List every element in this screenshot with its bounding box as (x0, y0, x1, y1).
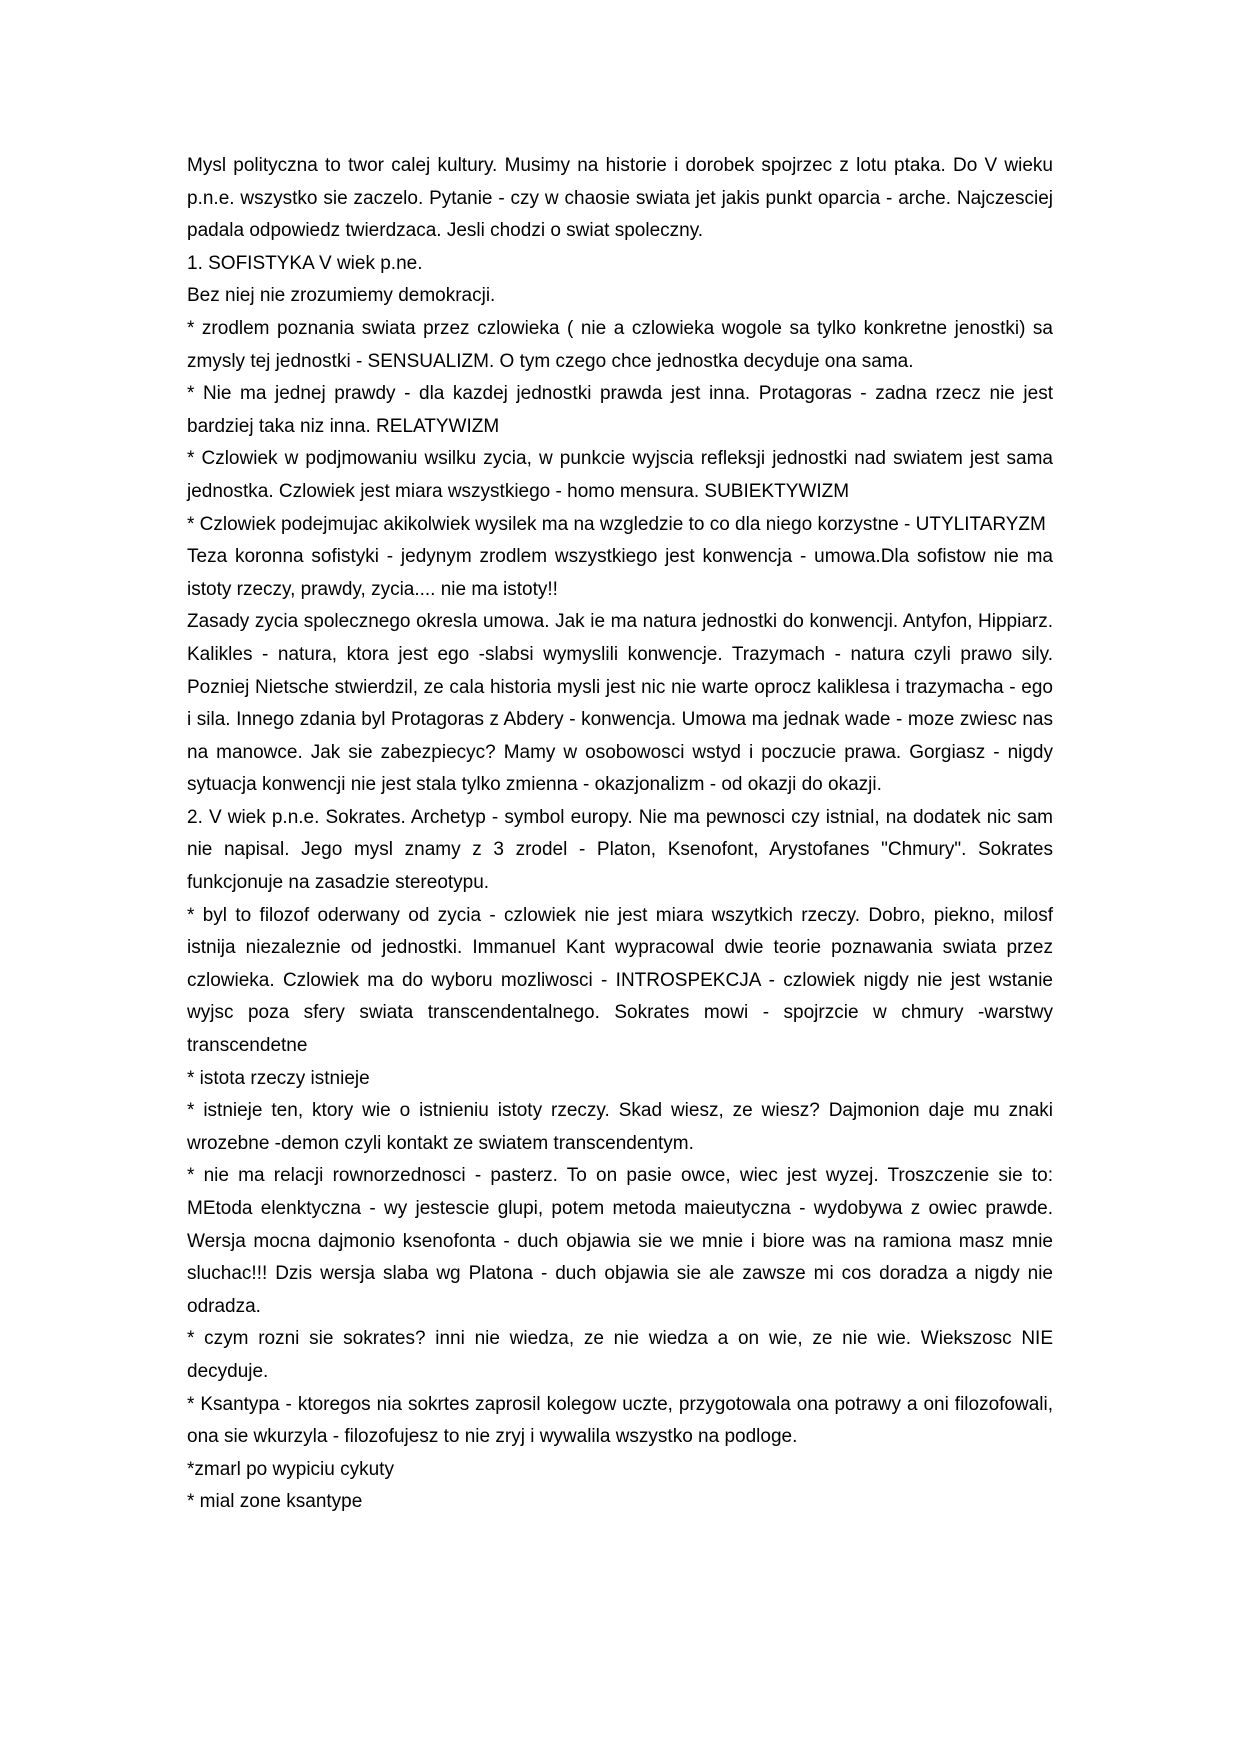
bullet-item: * byl to filozof oderwany od zycia - czlowiek nie jest miara wszytkich rzeczy. Dobro, piekno, milosf istnija niezaleznie od jednostki. Immanuel Kant wypracowal dwie teorie poznawania swiata przez czlowieka. Czlowiek ma do wyboru mozliwosci - INTROSPEKCJA - czlowiek nigdy nie jest wstanie wyjsc poza sfery swiata transcendentalnego. Sokrates mowi - spojrzcie w chmury -warstwy transcendetne (187, 904, 1053, 1057)
bullet-item: * Ksantypa - ktoregos nia sokrtes zaprosil kolegow uczte, przygotowala ona potrawy a oni filozofowali, ona sie wkurzyla - filozofujesz to nie zryj i wywalila wszystko na podloge. (187, 1393, 1053, 1448)
intro-paragraph: Mysl polityczna to twor calej kultury. Musimy na historie i dorobek spojrzec z lotu ptaka. Do V wieku p.n.e. wszystko sie zaczelo. Pytanie - czy w chaosie swiata jet jakis punkt oparcia - arche. Najczesciej padala odpowiedz twierdzaca. Jesli chodzi o swiat spoleczny. (187, 155, 1053, 242)
paragraph: Bez niej nie zrozumiemy demokracji. (187, 285, 496, 307)
bullet-item-subiektywizm: * Czlowiek w podjmowaniu wsilku zycia, w punkcie wyjscia refleksji jednostki nad swiatem jest sama jednostka. Czlowiek jest miara wszystkiego - homo mensura. SUBIEKTYWIZM (187, 448, 1053, 502)
document-page (187, 150, 1053, 1519)
bullet-item-utylitaryzm: * Czlowiek podejmujac akikolwiek wysilek ma na wzgledzie to co dla niego korzystne - UTYLITARYZM (187, 513, 1046, 535)
paragraph: Zasady zycia spolecznego okresla umowa. Jak ie ma natura jednostki do konwencji. Antyfon, Hippiarz. Kalikles - natura, ktora jest ego -slabsi wymyslili konwencje. Trazymach - natura czyli prawo sily. Pozniej Nietsche stwierdzil, ze cala historia mysli jest nic nie warte oprocz kaliklesa i trazymacha - ego i sila. Innego zdania byl Protagoras z Abdery - konwencja. Umowa ma jednak wade - moze zwiesc nas na manowce. Jak sie zabezpiecyc? Mamy w osobowosci wstyd i poczucie prawa. Gorgiasz - nigdy sytuacja konwencji nie jest stala tylko zmienna - okazjonalizm - od okazji do okazji. (187, 611, 1053, 796)
bullet-item: * czym rozni sie sokrates? inni nie wiedza, ze nie wiedza a on wie, ze nie wie. Wiekszosc NIE decyduje. (187, 1328, 1053, 1382)
bullet-item: *zmarl po wypiciu cykuty (187, 1458, 394, 1480)
bullet-item: * nie ma relacji rownorzednosci - pasterz. To on pasie owce, wiec jest wyzej. Troszczenie sie to: MEtoda elenktyczna - wy jestescie glupi, potem metoda maieutyczna - wydobywa z owiec prawde. Wersja mocna dajmonio ksenofonta - duch objawia sie we mnie i biore was na ramiona masz mnie sluchac!!! Dzis wersja slaba wg Platona - duch objawia sie ale zawsze mi cos doradza a nigdy nie odradza. (187, 1165, 1053, 1317)
section-heading-sokrates: 2. V wiek p.n.e. Sokrates. Archetyp - symbol europy. Nie ma pewnosci czy istnial, na dodatek nic sam nie napisal. Jego mysl znamy z 3 zrodel - Platon, Ksenofont, Arystofanes "Chmury". Sokrates funkcjonuje na zasadzie stereotypu. (187, 806, 1053, 894)
section-heading-sofistyka: 1. SOFISTYKA V wiek p.ne. (187, 252, 423, 274)
bullet-item-sensualizm: * zrodlem poznania swiata przez czlowieka ( nie a czlowieka wogole sa tylko konkretne jenostki) sa zmysly tej jednostki - SENSUALIZM. O tym czego chce jednostka decyduje ona sama. (187, 317, 1053, 372)
paragraph: Teza koronna sofistyki - jedynym zrodlem wszystkiego jest konwencja - umowa.Dla sofistow nie ma istoty rzeczy, prawdy, zycia.... nie ma istoty!! (187, 546, 1053, 600)
bullet-item: * istota rzeczy istnieje (187, 1067, 370, 1089)
bullet-item-relatywizm: * Nie ma jednej prawdy - dla kazdej jednostki prawda jest inna. Protagoras - zadna rzecz nie jest bardziej taka niz inna. RELATYWIZM (187, 383, 1053, 437)
bullet-item: * istnieje ten, ktory wie o istnieniu istoty rzeczy. Skad wiesz, ze wiesz? Dajmonion daje mu znaki wrozebne -demon czyli kontakt ze swiatem transcendentym. (187, 1100, 1053, 1154)
bullet-item: * mial zone ksantype (187, 1491, 363, 1513)
